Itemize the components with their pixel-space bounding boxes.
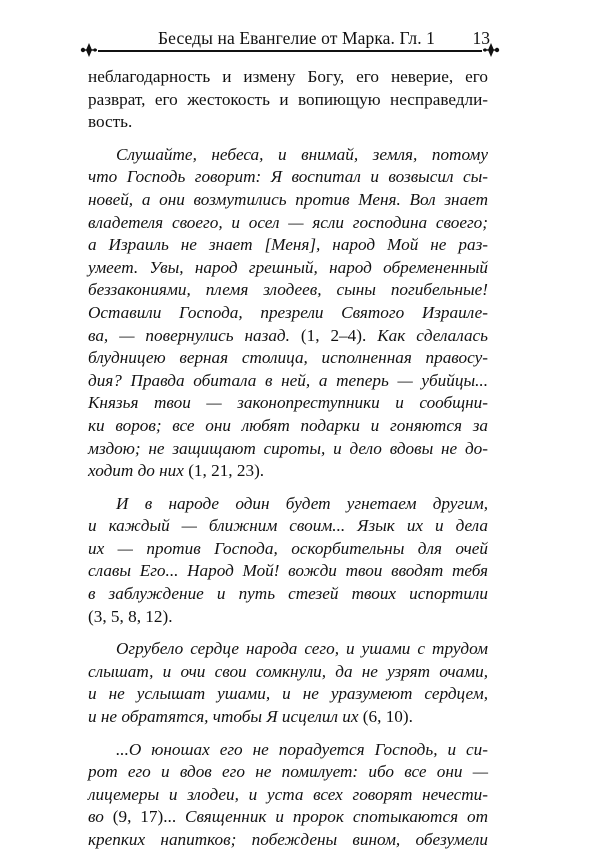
paragraph: [88, 144, 488, 483]
text-line: Князья твои — законопреступники и сообщни-: [88, 393, 488, 413]
text-line: в заблуждение и путь стезей твоих испортили: [88, 584, 488, 604]
paragraph-gap: [88, 134, 488, 144]
header-rule: [98, 50, 482, 52]
text-line: ходит до них (1, 21, 23).: [88, 461, 265, 481]
text-line: блудницею верная столица, исполненная правосу-: [88, 348, 488, 368]
text-line: вость.: [88, 112, 133, 132]
text-line: во (9, 17)... Священник и пророк спотыкаются от: [88, 807, 488, 827]
text-line: умеет. Увы, народ грешный, народ обремененный: [88, 257, 488, 277]
text-line: славы Его... Народ Мой! вожди твои вводят тебя: [88, 561, 488, 581]
text-line: мздою; не защищают сироты, и дело вдовы не до-: [88, 438, 488, 458]
text-line: Огрубело сердце народа сего, и ушами с трудом: [116, 639, 488, 659]
text-line: И в народе один будет угнетаем другим,: [116, 493, 488, 513]
paragraph-gap: [88, 628, 488, 638]
running-header: [88, 28, 492, 56]
text-line: крепких напитков; побеждены вином, обезумели: [88, 830, 488, 849]
paragraph: [88, 66, 488, 134]
text-line: и каждый — ближним своим... Язык их и дела: [88, 516, 488, 536]
text-line: и не услышат ушами, и не уразумеют сердцем,: [88, 684, 488, 704]
text-line: их — против Господа, оскорбительны для очей: [88, 538, 488, 558]
text-line: рот его и вдов его не помилует: ибо все они —: [88, 762, 488, 782]
paragraph: [88, 739, 488, 852]
ornament-right-icon: [482, 42, 500, 58]
page-body: [88, 66, 488, 852]
text-line: беззакониями, племя злодеев, сыны погибельные!: [88, 280, 488, 300]
text-line: ки воров; все они любят подарки и гоняются за: [88, 415, 488, 435]
ornament-left-icon: [80, 42, 98, 58]
running-title: Беседы на Евангелие от Марка. Гл. 1: [158, 28, 436, 48]
text-line: неблагодарность и измену Богу, его неверие, его: [88, 67, 488, 86]
text-line: (3, 5, 8, 12).: [88, 606, 173, 626]
text-line: ва, — повернулись назад. (1, 2–4). Как сделалась: [88, 325, 489, 345]
text-line: лицемеры и злодеи, и уста всех говорят нечести-: [88, 784, 488, 804]
text-line: слышат, и очи свои сомкнули, да не узрят очами,: [88, 661, 488, 681]
paragraph: [88, 493, 488, 629]
text-line: ...О юношах его не порадуется Господь, и си-: [116, 739, 488, 759]
text-line: а Израиль не знает [Меня], народ Мой не раз-: [88, 235, 488, 255]
text-line: дия? Правда обитала в ней, а теперь — убийцы...: [88, 370, 488, 390]
text-line: Оставили Господа, презрели Святого Израиле-: [88, 302, 488, 322]
text-line: новей, а они возмутились против Меня. Вол знает: [88, 189, 488, 209]
paragraph-gap: [88, 483, 488, 493]
text-line: разврат, его жестокость и вопиющую несправедли-: [88, 89, 488, 109]
paragraph-gap: [88, 729, 488, 739]
text-line: владетеля своего, и осел — ясли господина своего;: [88, 212, 488, 232]
page-number: 13: [472, 28, 490, 48]
text-line: и не обратятся, чтобы Я исцелил их (6, 10).: [88, 707, 413, 727]
text-line: Слушайте, небеса, и внимай, земля, потому: [116, 144, 488, 164]
paragraph: [88, 638, 488, 728]
text-line: что Господь говорит: Я воспитал и возвысил сы-: [88, 167, 488, 187]
